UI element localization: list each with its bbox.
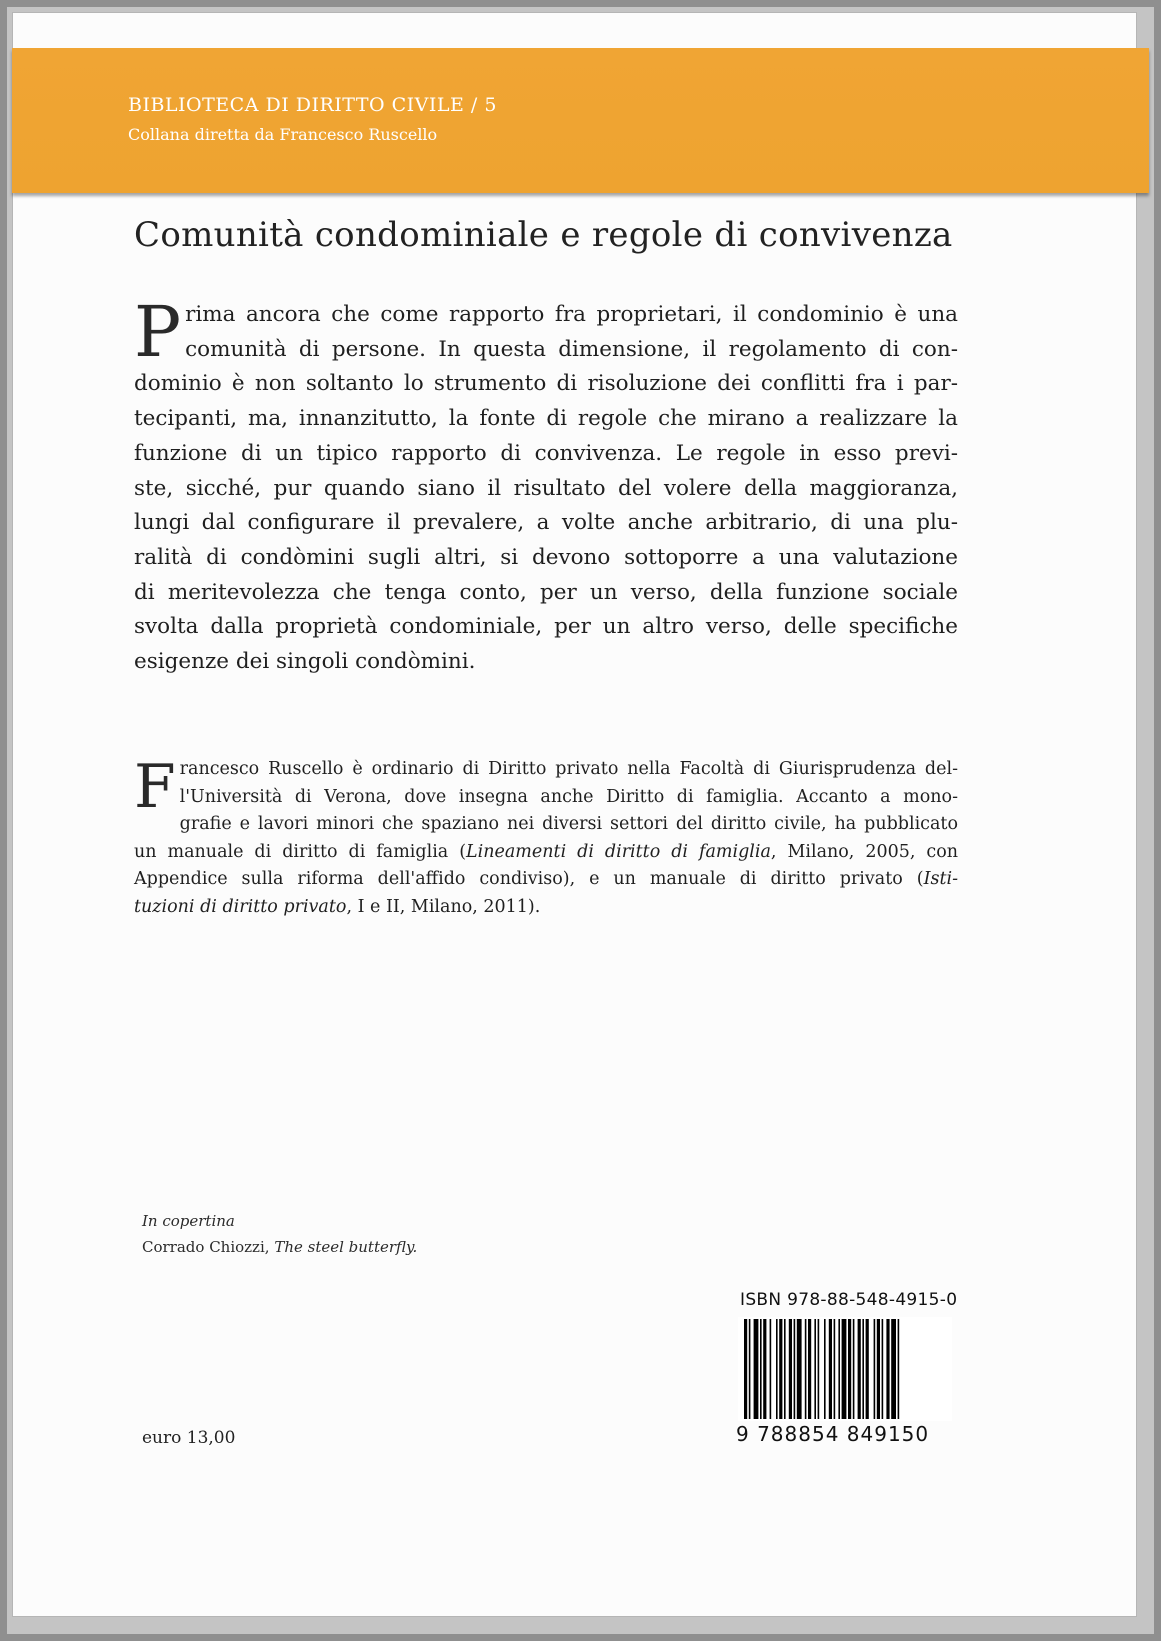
blurb-line: esigenze dei singoli condòmini. xyxy=(134,649,476,675)
series-name: BIBLIOTECA DI DIRITTO CIVILE / 5 xyxy=(128,94,497,116)
author-bio-paragraph xyxy=(134,752,959,922)
blurb-line: di meritevolezza che tenga conto, per un verso, della funzione sociale xyxy=(134,579,958,605)
cover-credit-label: In copertina xyxy=(142,1212,235,1230)
isbn: ISBN 978-88-548-4915-0 xyxy=(740,1290,958,1310)
book-title: Comunità condominiale e regole di convivenza xyxy=(134,215,953,255)
artwork-title: The steel butterfly. xyxy=(274,1238,418,1256)
bio-line: un manuale di diritto di famiglia (Lineamenti di diritto di famiglia, Milano, 2005, con xyxy=(134,841,959,862)
bio-line: tuzioni di diritto privato, I e II, Milano, 2011). xyxy=(134,896,541,917)
series-editor: Collana diretta da Francesco Ruscello xyxy=(128,125,438,144)
bio-dropcap: F xyxy=(134,752,176,822)
cover-credit: Corrado Chiozzi, The steel butterfly. xyxy=(142,1238,418,1256)
blurb-line: ralità di condòmini sugli altri, si devono sottoporre a una valutazione xyxy=(134,544,958,570)
book-reference: Lineamenti di diritto di famiglia xyxy=(466,841,771,862)
barcode-digits: 9 788854 849150 xyxy=(736,1422,930,1446)
blurb-line: dominio è non soltanto lo strumento di risoluzione dei conflitti fra i par- xyxy=(134,371,958,397)
price: euro 13,00 xyxy=(142,1428,236,1448)
book-reference: tuzioni di diritto privato xyxy=(134,896,347,917)
blurb-line: tecipanti, ma, innanzitutto, la fonte di regole che mirano a realizzare la xyxy=(134,406,958,432)
bio-line: rancesco Ruscello è ordinario di Diritto privato nella Facoltà di Giurisprudenza del- xyxy=(179,759,958,779)
series-band xyxy=(12,48,1149,193)
blurb-dropcap: P xyxy=(134,291,182,373)
book-reference: Isti- xyxy=(923,869,958,890)
bio-line: l'Università di Verona, dove insegna anche Diritto di famiglia. Accanto a mono- xyxy=(179,786,958,807)
blurb-line: funzione di un tipico rapporto di convivenza. Le regole in esso previ- xyxy=(134,440,958,466)
blurb-line: svolta dalla proprietà condominiale, per un altro verso, delle specifiche xyxy=(134,614,958,640)
blurb-paragraph xyxy=(134,291,958,680)
blurb-line: lungi dal configurare il prevalere, a volte anche arbitrario, di una plu- xyxy=(134,510,958,536)
bio-line: Appendice sulla riforma dell'affido condiviso), e un manuale di diritto privato (Isti- xyxy=(134,869,958,890)
blurb-line: rima ancora che come rapporto fra proprietari, il condominio è una xyxy=(185,302,958,327)
blurb-line: comunità di persone. In questa dimensione, il regolamento di con- xyxy=(185,336,958,362)
blurb-line: ste, sicché, pur quando siano il risultato del volere della maggioranza, xyxy=(134,475,958,501)
bio-line: grafie e lavori minori che spaziano nei diversi settori del diritto civile, ha pubblicato xyxy=(179,814,958,835)
barcode-icon xyxy=(738,1317,952,1421)
